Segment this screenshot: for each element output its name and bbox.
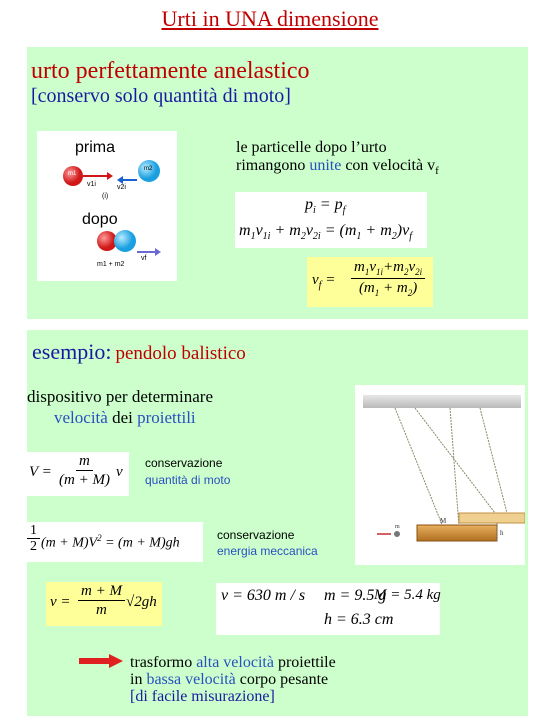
desc-text-post: con velocità v <box>341 157 436 174</box>
label-v1i: v1i <box>87 181 96 188</box>
word-proiettili: proiettili <box>137 408 196 427</box>
subscript-f: f <box>435 165 439 178</box>
collision-diagram <box>37 131 177 281</box>
label-h: h <box>500 529 504 537</box>
conclusion-line3: [di facile misurazione] <box>130 688 275 705</box>
conclusion-line2 <box>130 671 328 688</box>
value-M: M = 5.4 kg <box>374 587 441 603</box>
numeric-values <box>216 583 440 635</box>
label-i: (i) <box>102 193 109 200</box>
desc-text: rimangono <box>236 157 310 174</box>
after-scene <box>97 230 161 256</box>
label-m1-plus-m2: m1 + m2 <box>97 261 125 268</box>
label-pendolo: pendolo balistico <box>115 343 246 364</box>
label-dopo: dopo <box>82 211 118 228</box>
label-M-block: M <box>440 517 447 525</box>
label-m-small: m <box>395 524 400 530</box>
energy-formula: $\frac{1}{2}$ $(m + M)V^2 = (m + M)gh$ <box>25 522 203 562</box>
arrow-right-icon <box>79 654 123 668</box>
value-h: h = 6.3 cm <box>324 611 394 628</box>
device-description-line1: dispositivo per determinare <box>27 387 214 406</box>
label-m1: m1 <box>68 171 77 177</box>
eq-p-line: $p_i = p_f$ <box>305 196 346 217</box>
blue-ball-after <box>114 230 136 252</box>
conclusion-line1 <box>130 654 336 671</box>
device-description-line2 <box>54 408 196 428</box>
text-in: in <box>130 671 147 688</box>
anelastic-panel <box>27 47 528 319</box>
text-bassa-velocita: bassa velocità <box>146 671 236 688</box>
pendulum-drawing <box>355 385 525 565</box>
label-v2i: v2i <box>117 184 126 191</box>
label-vf: vf <box>141 255 147 262</box>
final-velocity-formula: $v_f$ = $\frac{m_1v_{1i}+m_2v_{2i}}{(m_1 + m_2)}$ <box>307 257 433 307</box>
velocity-formula-V: V = $\frac{m}{(m + M)}$ v <box>25 452 129 496</box>
word-velocita: velocità <box>54 408 108 427</box>
momentum-conservation-equation <box>235 192 427 248</box>
word-dei: dei <box>107 408 138 427</box>
page-title: Urti in UNA dimensione <box>161 6 379 31</box>
collision-illustration <box>37 131 177 281</box>
text-alta-velocita: alta velocità <box>196 654 274 671</box>
label-m2: m2 <box>144 166 153 172</box>
word-unite: unite <box>309 157 342 174</box>
value-v: v = 630 m / s <box>221 587 306 604</box>
text-corpo-pesante: corpo pesante <box>235 671 329 688</box>
section-heading: urto perfettamente anelastico <box>31 58 310 84</box>
label-esempio: esempio: <box>32 339 112 364</box>
value-m: m = 9.5 g <box>324 587 387 604</box>
ballistic-pendulum-illustration <box>355 385 525 565</box>
cons2-line1: conservazione <box>217 528 295 542</box>
example-heading <box>32 339 246 365</box>
projectile <box>394 531 400 537</box>
before-scene <box>63 160 160 186</box>
description-line1: le particelle dopo l’urto <box>236 139 387 156</box>
label-prima: prima <box>75 139 116 156</box>
ceiling <box>363 395 521 408</box>
cons2-line2: energia meccanica <box>217 544 318 558</box>
ballistic-pendulum-panel <box>27 330 528 716</box>
cons1-line2: quantità di moto <box>145 473 231 487</box>
description-line2 <box>236 157 439 177</box>
text-proiettile: proiettile <box>273 654 336 671</box>
projectile-velocity-formula: v = $\frac{m + M}{m}$ √2gh <box>46 582 162 626</box>
block-raised <box>459 513 525 523</box>
section-subheading: [conservo solo quantità di moto] <box>31 85 291 107</box>
text-trasformo: trasformo <box>130 654 197 671</box>
cons1-line1: conservazione <box>145 456 223 470</box>
eq-m-line: $m_1v_{1i} + m_2v_{2i} = (m_1 + m_2)v_f$ <box>239 222 412 243</box>
block-rest <box>417 525 497 541</box>
